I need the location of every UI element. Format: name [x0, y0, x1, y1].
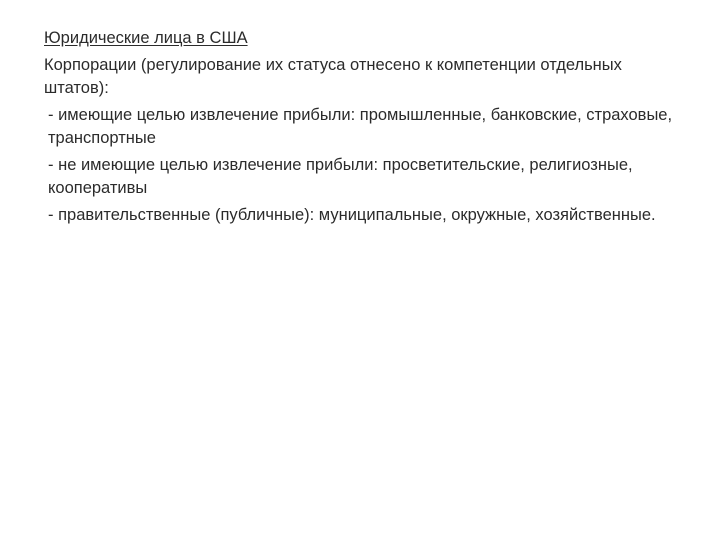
intro-paragraph: Корпорации (регулирование их статуса отнесено к компетенции отдельных штатов): [44, 55, 622, 97]
slide-heading: Юридические лица в США [44, 29, 248, 47]
list-item-commercial: - имеющие целью извлечение прибыли: промышленные, банковские, страховые, транспортные [48, 105, 673, 147]
slide-content [44, 27, 684, 227]
list-item-nonprofit: - не имеющие целью извлечение прибыли: просветительские, религиозные, кооперативы [48, 155, 633, 197]
list-item-governmental: - правительственные (публичные): муниципальные, окружные, хозяйственные. [48, 205, 656, 224]
